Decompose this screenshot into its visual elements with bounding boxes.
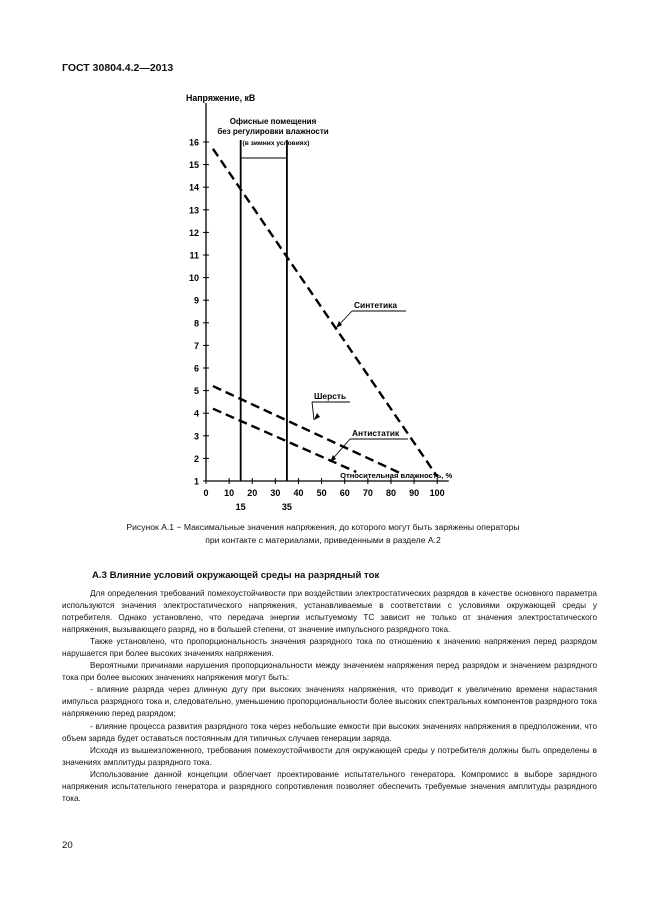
- y-tick-label: 14: [188, 182, 199, 193]
- x-tick-label: 20: [247, 488, 258, 498]
- figure-caption: [70, 521, 576, 547]
- list-item: - влияние разряда через длинную дугу при высоких значениях напряжения, что приводит к увеличению времени нарастания импульса разрядного тока и, следовательно, уменьшению пропорциональности более высоких спектральных компонентов разрядного тока напряжению перед разрядом;: [62, 685, 597, 719]
- caption-line-1: Рисунок А.1 − Максимальные значения напряжения, до которого могут быть заряжены операторы: [126, 522, 520, 532]
- office-zone-title-line-2: без регулировки влажности: [217, 127, 329, 136]
- office-zone-upper-label: 35: [281, 502, 292, 512]
- office-zone: [217, 117, 328, 512]
- paragraph: Вероятными причинами нарушения пропорциональности между значением напряжения перед разрядом и значением разрядного тока при более высоких значениях напряжения могут быть:: [62, 661, 597, 683]
- body-text: [62, 588, 597, 805]
- paragraph: Исходя из вышеизложенного, требования помехоустойчивости для окружающей среды у потребителя должны быть определены в значениях амплитуды разрядного тока.: [62, 745, 597, 767]
- x-tick-label: 90: [409, 488, 420, 498]
- chart-axes: [206, 103, 449, 481]
- y-tick-label: 2: [193, 453, 199, 464]
- paragraph: Для определения требований помехоустойчивости при воздействии электростатических разрядов в качестве основного параметра используются значения электростатического напряжения, устанавливаемые в соответствии с условиями окружающей среды у потребителя. Однако установлено, что передача энергии испытуемому ТС зависит не только от значения электростатического напряжения, вызывающего разряд, но в большей степени, от значение импульсного разрядного тока.: [62, 589, 597, 635]
- office-zone-title-line-3: (в зимних условиях): [242, 140, 310, 147]
- y-tick-label: 12: [188, 227, 199, 238]
- y-tick-label: 13: [188, 205, 199, 216]
- document-header: ГОСТ 30804.4.2—2013: [62, 62, 174, 74]
- series-label: Антистатик: [352, 428, 400, 438]
- x-tick-label: 40: [293, 488, 304, 498]
- x-tick-label: 0: [203, 488, 209, 498]
- series-group: [213, 149, 437, 477]
- y-tick-label: 15: [188, 160, 199, 171]
- x-tick-label: 60: [339, 488, 350, 498]
- x-tick-label: 100: [429, 488, 445, 498]
- y-tick-label: 10: [188, 273, 199, 284]
- arrowhead: [314, 413, 320, 420]
- office-zone-title-line-1: Офисные помещения: [229, 117, 317, 126]
- y-tick-label: 8: [193, 318, 199, 329]
- series-label-leader: [312, 402, 314, 420]
- series-label: Шерсть: [314, 391, 347, 401]
- chart-labels: [186, 93, 452, 480]
- y-tick-label: 11: [189, 250, 199, 261]
- x-axis-label: Относительная влажность, %: [340, 471, 453, 480]
- y-tick-label: 7: [193, 340, 199, 351]
- x-tick-label: 80: [385, 488, 396, 498]
- y-tick-label: 4: [193, 408, 199, 419]
- series-line: [213, 149, 437, 477]
- x-tick-label: 50: [316, 488, 327, 498]
- caption-line-2: при контакте с материалами, приведенными в разделе А.2: [205, 535, 441, 545]
- y-axis-label: Напряжение, кВ: [186, 93, 256, 103]
- y-tick-label: 1: [193, 476, 199, 487]
- paragraph: Также установлено, что пропорциональность значения разрядного тока по отношению к значению напряжения перед разрядом нарушается при более высоких значениях напряжения.: [62, 637, 597, 659]
- x-tick-label: 30: [270, 488, 281, 498]
- series-label: Синтетика: [354, 300, 398, 310]
- list-item: - влияние процесса развития разрядного тока через небольшие емкости при высоких значениях напряжения в предположении, что объем заряда будет оставаться постоянным для типичных случаев генерации заряда.: [62, 721, 597, 743]
- y-tick-label: 16: [188, 137, 199, 148]
- x-tick-label: 70: [362, 488, 373, 498]
- section-title: А.3 Влияние условий окружающей среды на разрядный ток: [92, 570, 380, 581]
- y-tick-label: 5: [193, 386, 199, 397]
- page-number: 20: [62, 840, 73, 851]
- y-tick-label: 9: [193, 295, 199, 306]
- paragraph: Использование данной концепции облегчает проектирование испытательного генератора. Компромисс в выборе зарядного напряжения испытательного генератора и разрядного сопротивления позволяет обеспечить требуемые значения амплитуды разрядного тока.: [62, 769, 597, 803]
- x-tick-label: 10: [224, 488, 235, 498]
- y-tick-label: 3: [193, 431, 199, 442]
- y-tick-label: 6: [193, 363, 199, 374]
- office-zone-lower-label: 15: [235, 502, 246, 512]
